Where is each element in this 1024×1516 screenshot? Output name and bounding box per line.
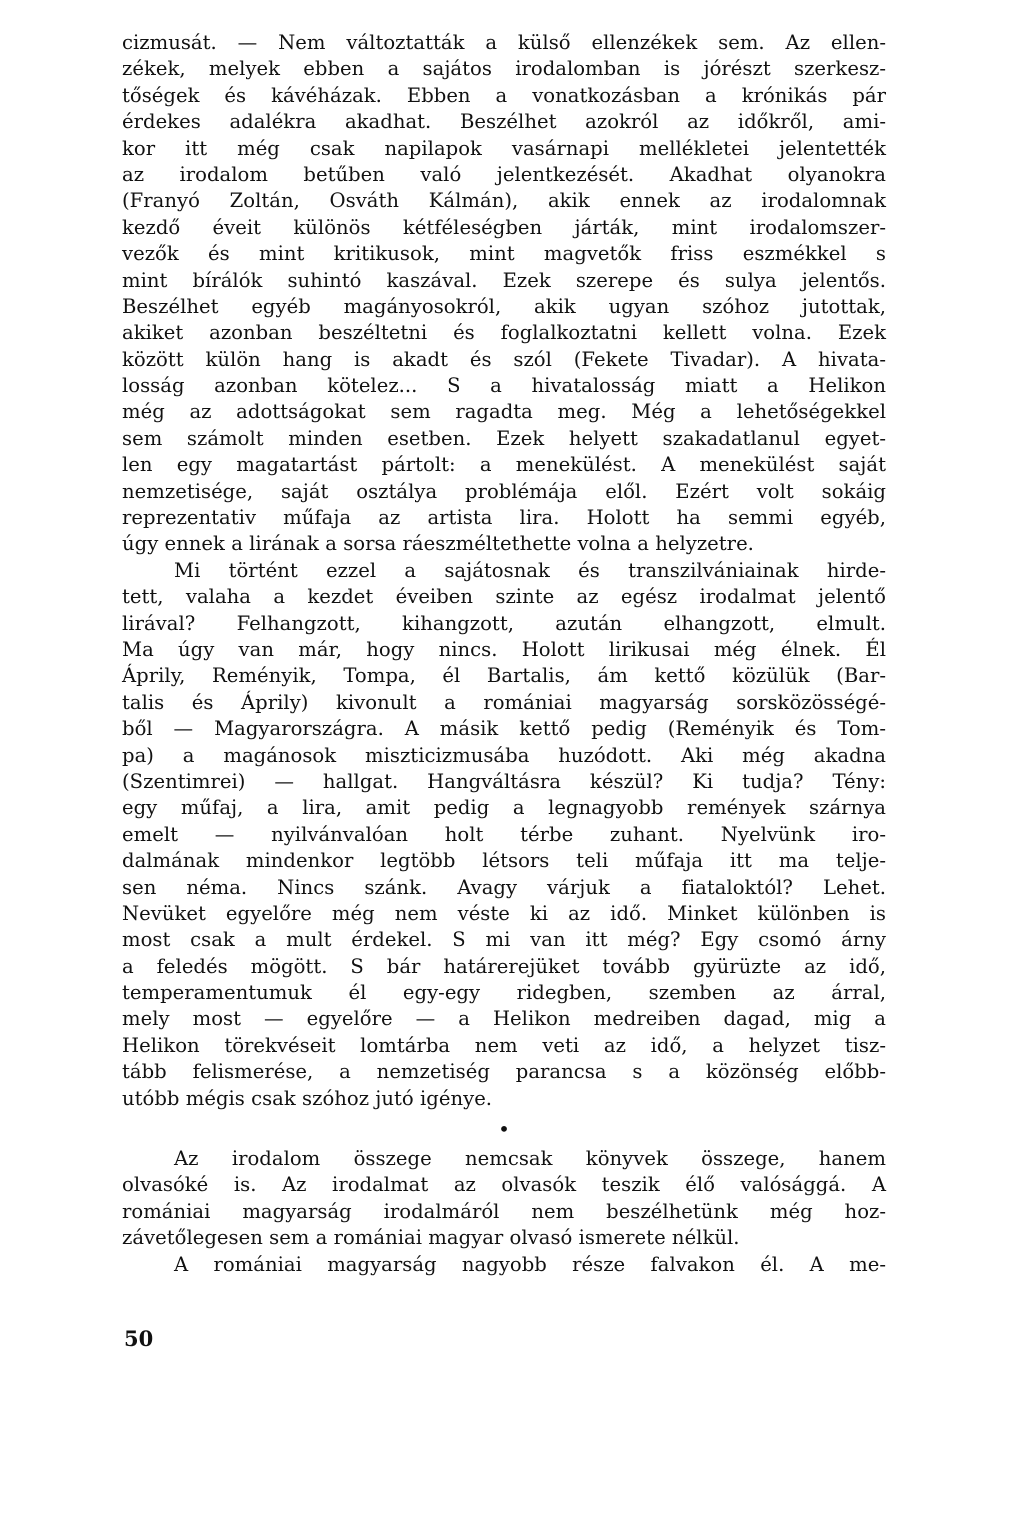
text-line: akiket azonban beszéltetni és foglalkoztatni kellett volna. Ezek — [122, 321, 886, 345]
page-text — [122, 30, 886, 1278]
paragraph-1 — [122, 30, 886, 558]
text-line: kezdő éveit különös kétféleségben járták, mint irodalomszer- — [122, 215, 886, 239]
text-line: érdekes adalékra akadhat. Beszélhet azokról az időkről, ami- — [122, 110, 886, 134]
text-line: Az irodalom összege nemcsak könyvek összege, hanem — [174, 1147, 886, 1171]
text-line: tőségek és kávéházak. Ebben a vonatkozásban a krónikás pár — [122, 83, 886, 107]
section-separator: • — [498, 1117, 510, 1142]
text-line: tett, valaha a kezdet éveiben szinte az egész irodalmat jelentő — [122, 585, 886, 609]
text-line: sem számolt minden esetben. Ezek helyett szakadatlanul egyet- — [122, 426, 886, 450]
text-line: emelt — nyilvánvalóan holt térbe zuhant. Nyelvünk iro- — [122, 822, 886, 846]
text-line: A romániai magyarság nagyobb része falvakon él. A me- — [174, 1252, 886, 1276]
text-line: pa) a magánosok miszticizmusába huzódott. Aki még akadna — [122, 743, 886, 767]
text-line: még az adottságokat sem ragadta meg. Még a lehetőségekkel — [122, 400, 886, 424]
text-line: reprezentativ műfaja az artista lira. Holott ha semmi egyéb, — [122, 506, 886, 530]
text-line: dalmának mindenkor legtöbb létsors teli műfaja itt ma telje- — [122, 849, 886, 873]
text-line: len egy magatartást pártolt: a menekülést. A menekülést saját — [122, 453, 886, 477]
text-line: kor itt még csak napilapok vasárnapi mellékletei jelentették — [122, 136, 886, 160]
text-line: Nevüket egyelőre még nem véste ki az idő. Minket különben is — [122, 901, 886, 925]
paragraph-2 — [122, 558, 886, 1112]
text-line: (Szentimrei) — hallgat. Hangváltásra készül? Ki tudja? Tény: — [122, 769, 886, 793]
text-line: mint bírálók suhintó kaszával. Ezek szerepe és sulya jelentős. — [122, 268, 886, 292]
text-line: losság azonban kötelez... S a hivatalosság miatt a Helikon — [122, 374, 886, 398]
text-line: mely most — egyelőre — a Helikon medreiben dagad, mig a — [122, 1007, 886, 1031]
text-line: most csak a mult érdekel. S mi van itt még? Egy csomó árny — [122, 928, 886, 952]
text-line: között külön hang is akadt és szól (Fekete Tivadar). A hivata- — [122, 347, 886, 371]
text-line: zékek, melyek ebben a sajátos irodalomban is jórészt szerkesz- — [122, 57, 886, 81]
text-line: závetőlegesen sem a romániai magyar olvasó ismerete nélkül. — [122, 1226, 740, 1250]
text-line: Helikon törekvéseit lomtárba nem veti az idő, a helyzet tisz- — [122, 1033, 886, 1057]
text-line: egy műfaj, a lira, amit pedig a legnagyobb remények szárnya — [122, 796, 886, 820]
paragraph-4 — [122, 1252, 886, 1278]
text-line: Mi történt ezzel a sajátosnak és transzilvániainak hirde- — [174, 558, 886, 582]
text-line: lirával? Felhangzott, kihangzott, azután elhangzott, elmult. — [122, 611, 886, 635]
text-line: az irodalom betűben való jelentkezését. Akadhat olyanokra — [122, 162, 886, 186]
text-line: utóbb mégis csak szóhoz jutó igénye. — [122, 1086, 493, 1110]
text-line: romániai magyarság irodalmáról nem beszélhetünk még hoz- — [122, 1199, 886, 1223]
text-line: Beszélhet egyéb magányosokról, akik ugyan szóhoz jutottak, — [122, 294, 886, 318]
text-line: ből — Magyarországra. A másik kettő pedig (Reményik és Tom- — [122, 717, 886, 741]
text-line: (Franyó Zoltán, Osváth Kálmán), akik ennek az irodalomnak — [122, 189, 886, 213]
text-line: tább felismerése, a nemzetiség parancsa s a közönség előbb- — [122, 1060, 886, 1084]
text-line: temperamentumuk él egy-egy ridegben, szemben az árral, — [122, 981, 886, 1005]
text-line: nemzetisége, saját osztálya problémája elől. Ezért volt sokáig — [122, 479, 886, 503]
text-line: Áprily, Reményik, Tompa, él Bartalis, ám kettő közülük (Bar- — [122, 664, 886, 688]
text-line: vezők és mint kritikusok, mint magvetők friss eszmékkel s — [122, 242, 886, 266]
text-line: a feledés mögött. S bár határerejüket tovább gyürüzte az idő, — [122, 954, 886, 978]
page-number: 50 — [124, 1326, 154, 1351]
text-line: sen néma. Nincs szánk. Avagy várjuk a fiataloktól? Lehet. — [122, 875, 886, 899]
text-line: Ma úgy van már, hogy nincs. Holott lirikusai még élnek. Él — [122, 637, 886, 661]
text-line: olvasóké is. Az irodalmat az olvasók teszik élő valósággá. A — [122, 1173, 886, 1197]
text-line: talis és Áprily) kivonult a romániai magyarság sorsközösségé- — [122, 690, 886, 714]
text-line: úgy ennek a lirának a sorsa ráeszméltethette volna a helyzetre. — [122, 532, 754, 556]
text-line: cizmusát. — Nem változtatták a külső ellenzékek sem. Az ellen- — [122, 31, 886, 54]
paragraph-3 — [122, 1146, 886, 1252]
